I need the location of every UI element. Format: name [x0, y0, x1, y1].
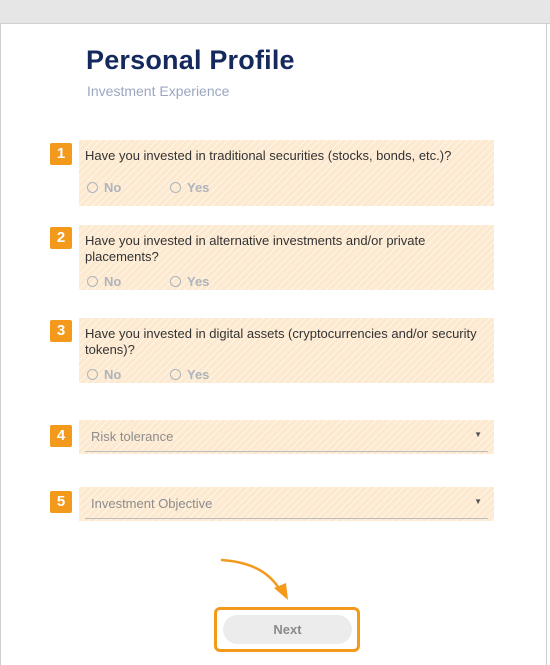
question-3-text: Have you invested in digital assets (cryptocurrencies and/or security tokens)? — [85, 326, 477, 357]
select-placeholder: Investment Objective — [91, 496, 213, 511]
question-2-option-yes[interactable] — [170, 274, 209, 289]
investment-objective-select[interactable] — [79, 487, 494, 521]
question-2-option-no[interactable] — [87, 274, 121, 289]
option-label: No — [104, 180, 122, 195]
question-5-number-badge: 5 — [50, 491, 72, 513]
question-1-box — [79, 140, 494, 206]
option-label: Yes — [187, 180, 210, 195]
question-4-number-badge: 4 — [50, 425, 72, 447]
next-button[interactable]: Next — [223, 615, 352, 644]
select-underline — [85, 451, 488, 452]
question-1-number-badge: 1 — [50, 143, 72, 165]
option-label: Yes — [187, 274, 210, 289]
question-3-option-no[interactable] — [87, 367, 121, 382]
question-2-number-badge: 2 — [50, 227, 72, 249]
radio-icon[interactable] — [87, 182, 98, 193]
question-1-option-yes[interactable] — [170, 180, 209, 195]
radio-icon[interactable] — [87, 369, 98, 380]
caret-down-icon: ▼ — [474, 497, 482, 506]
option-label: No — [104, 274, 122, 289]
risk-tolerance-select[interactable] — [79, 420, 494, 454]
question-1-option-no[interactable] — [87, 180, 121, 195]
option-label: Yes — [187, 367, 210, 382]
radio-icon[interactable] — [170, 276, 181, 287]
browser-top-bar — [0, 0, 550, 24]
question-2-text: Have you invested in alternative investments and/or private placements? — [85, 233, 426, 264]
caret-down-icon: ▼ — [474, 430, 482, 439]
radio-icon[interactable] — [170, 182, 181, 193]
page-left-border — [0, 23, 1, 665]
radio-icon[interactable] — [87, 276, 98, 287]
question-2-box — [79, 225, 494, 290]
curved-arrow-icon — [218, 556, 298, 606]
page-subtitle: Investment Experience — [87, 83, 230, 99]
select-placeholder: Risk tolerance — [91, 429, 174, 444]
page-right-border — [546, 23, 547, 665]
question-3-box — [79, 318, 494, 383]
question-1-text: Have you invested in traditional securities (stocks, bonds, etc.)? — [85, 148, 452, 163]
option-label: No — [104, 367, 122, 382]
select-underline — [85, 518, 488, 519]
radio-icon[interactable] — [170, 369, 181, 380]
page-title: Personal Profile — [86, 45, 295, 75]
question-3-number-badge: 3 — [50, 320, 72, 342]
question-3-option-yes[interactable] — [170, 367, 209, 382]
